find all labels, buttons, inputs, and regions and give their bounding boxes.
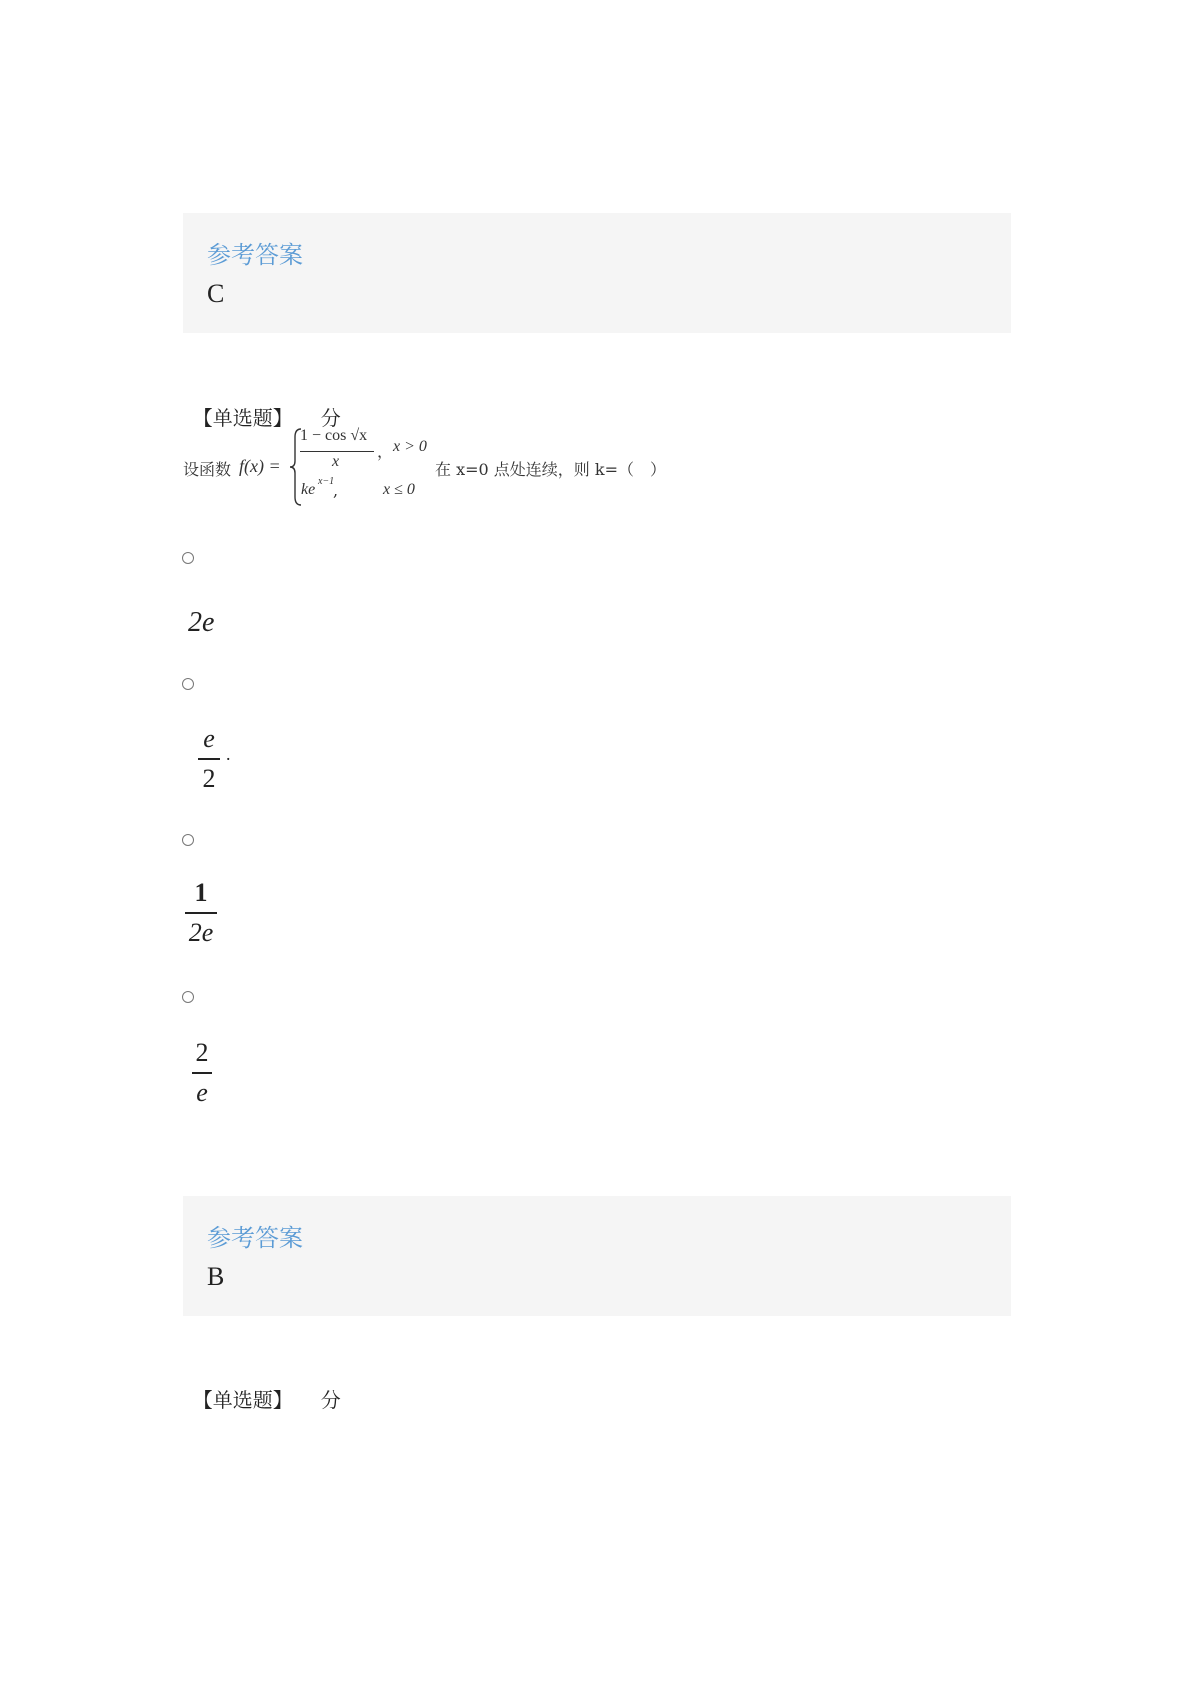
answer-title: 参考答案 (207, 1224, 303, 1252)
answer-box-1 (183, 213, 1011, 333)
question-suffix: 在 x=0 点处连续，则 k=（ ） (435, 460, 666, 479)
option-a-radio[interactable] (182, 552, 194, 564)
question-score: 分 (320, 1388, 341, 1412)
option-b-denominator: 2 (202, 764, 216, 793)
option-b-radio[interactable] (182, 678, 194, 690)
answer-value: B (207, 1262, 225, 1291)
question-2-header (180, 1360, 341, 1413)
case2-condition: x ≤ 0 (383, 481, 415, 498)
option-d-fraction (192, 1038, 212, 1108)
option-d-radio[interactable] (182, 991, 194, 1003)
case1-comma: ， (377, 442, 394, 461)
case2-comma: , (333, 481, 339, 500)
answer-box-2 (183, 1196, 1011, 1316)
option-d-fraction-bar (192, 1072, 212, 1074)
case1-numerator: 1 − cos √x (300, 427, 368, 444)
case1-fraction-bar (300, 451, 374, 452)
case1-denominator: x (332, 453, 340, 470)
question-stem (183, 425, 703, 510)
question-type: 【单选题】 (192, 406, 293, 430)
option-c-numerator: 1 (194, 878, 208, 907)
answer-value: C (207, 279, 225, 308)
option-b-fraction-bar (198, 758, 220, 760)
option-c-fraction (185, 878, 217, 948)
option-b-numerator: e (203, 724, 215, 753)
function-name: f(x) = (239, 456, 281, 476)
case2-expression: ke (301, 481, 316, 498)
question-prefix: 设函数 (183, 460, 232, 479)
option-b-fraction (198, 724, 220, 794)
question-header (180, 378, 341, 431)
option-c-radio[interactable] (182, 834, 194, 846)
question-type: 【单选题】 (192, 1388, 293, 1412)
question-score: 分 (320, 406, 341, 430)
option-d-denominator: e (196, 1078, 208, 1107)
case2-exponent: x−1 (318, 476, 335, 487)
option-c-fraction-bar (185, 912, 217, 914)
option-d-numerator: 2 (195, 1038, 209, 1067)
option-b-period: . (226, 744, 231, 764)
option-a-text: 2e (188, 607, 215, 638)
option-c-denominator: 2e (188, 918, 214, 947)
case1-condition: x > 0 (393, 438, 427, 455)
answer-title: 参考答案 (207, 241, 303, 269)
